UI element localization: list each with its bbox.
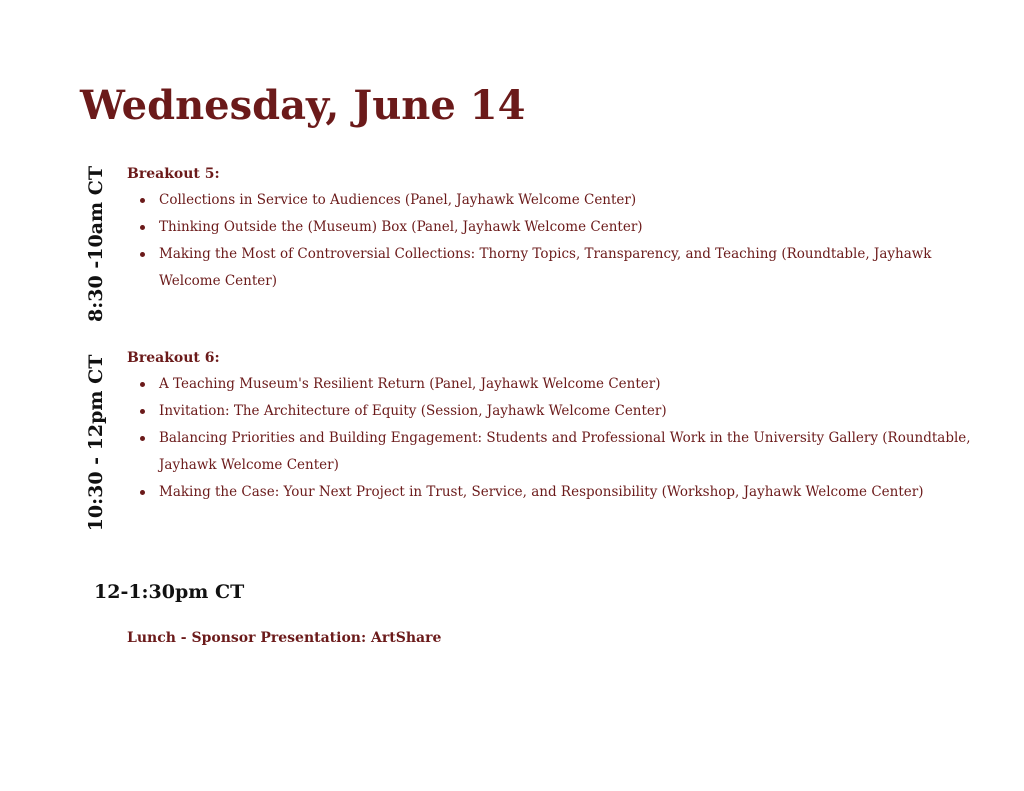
list-item-text: Thinking Outside the (Museum) Box (Panel, Jayhawk Welcome Center)	[159, 219, 643, 235]
bullet-icon	[140, 382, 145, 387]
list-item	[127, 398, 972, 425]
session-time-label: 10:30 - 12pm CT	[85, 354, 107, 532]
lunch-time: 12-1:30pm CT	[94, 581, 245, 603]
session-time-label: 8:30 -10am CT	[85, 166, 107, 322]
bullet-icon	[140, 490, 145, 495]
list-item	[127, 479, 972, 506]
bullet-icon	[140, 436, 145, 441]
session-list	[127, 187, 972, 295]
list-item	[127, 241, 972, 295]
breakout-session	[127, 162, 972, 295]
list-item	[127, 371, 972, 398]
list-item-text: A Teaching Museum's Resilient Return (Panel, Jayhawk Welcome Center)	[159, 376, 661, 392]
list-item	[127, 214, 972, 241]
list-item	[127, 187, 972, 214]
page-title: Wednesday, June 14	[80, 82, 526, 129]
bullet-icon	[140, 409, 145, 414]
list-item	[127, 425, 972, 479]
bullet-icon	[140, 252, 145, 257]
list-item-text: Invitation: The Architecture of Equity (Session, Jayhawk Welcome Center)	[159, 403, 667, 419]
session-list	[127, 371, 972, 506]
bullet-icon	[140, 225, 145, 230]
list-item-text: Collections in Service to Audiences (Panel, Jayhawk Welcome Center)	[159, 192, 637, 208]
lunch-description: Lunch - Sponsor Presentation: ArtShare	[127, 630, 442, 646]
breakout-session	[127, 346, 972, 506]
bullet-icon	[140, 198, 145, 203]
session-heading: Breakout 5:	[127, 166, 220, 182]
list-item-text: Making the Most of Controversial Collections: Thorny Topics, Transparency, and Teaching (Roundtable, Jayhawk Welcome Center)	[159, 246, 932, 289]
list-item-text: Making the Case: Your Next Project in Trust, Service, and Responsibility (Workshop, Jayhawk Welcome Center)	[159, 484, 924, 500]
session-heading: Breakout 6:	[127, 350, 220, 366]
list-item-text: Balancing Priorities and Building Engagement: Students and Professional Work in the University Gallery (Roundtable, Jayhawk Welcome Center)	[159, 430, 971, 473]
